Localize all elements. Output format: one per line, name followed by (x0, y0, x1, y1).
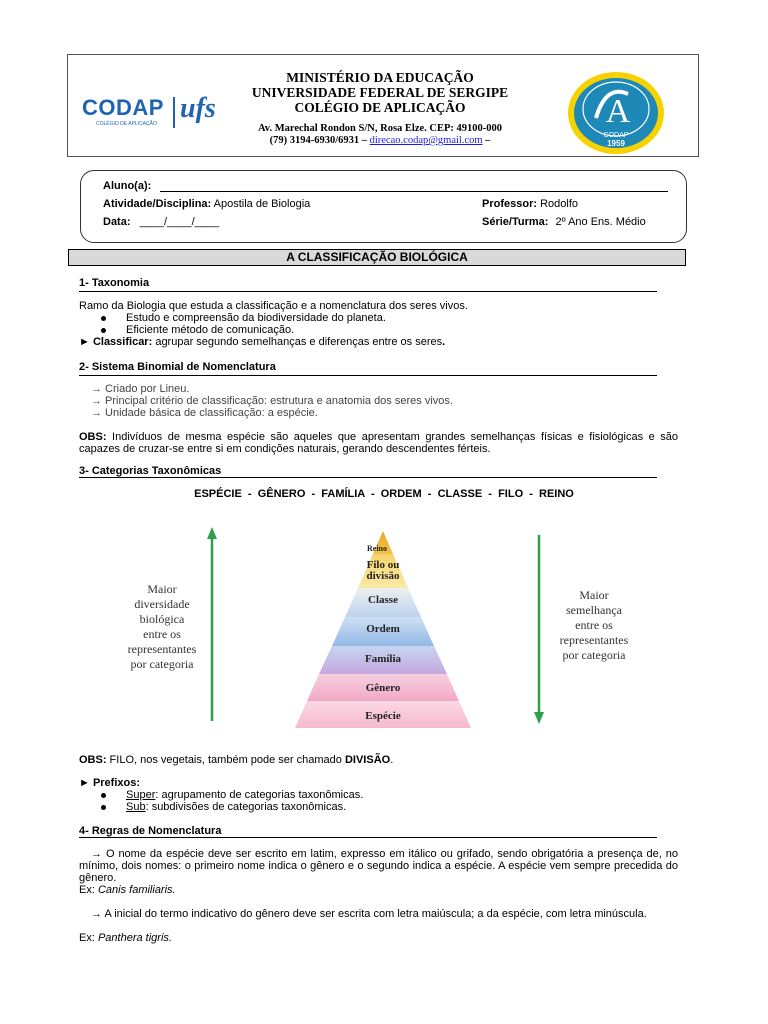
bullet-dot (101, 805, 106, 810)
taxonomic-sequence: ESPÉCIE - GÊNERO - FAMÍLIA - ORDEM - CLASSE - FILO - REINO (194, 488, 574, 500)
section-2-rule (79, 375, 657, 376)
pyramid-label-reino: Reino (367, 544, 387, 553)
ufs-logo-text: ufs (180, 93, 216, 124)
right-caption-line: entre os (575, 618, 613, 632)
prefixes-heading (79, 777, 140, 789)
left-caption-line: por categoria (130, 657, 194, 671)
left-caption-line: biológica (139, 612, 185, 626)
logo-divider (173, 97, 175, 128)
example-species: Panthera tigris. (97, 932, 172, 944)
bullet-text: Eficiente método de comunicação. (126, 324, 295, 336)
date-label: Data: (103, 216, 131, 228)
obs-label: OBS: (79, 754, 107, 766)
right-caption-line: representantes (559, 633, 629, 647)
class-value: 2º Ano Ens. Médio (555, 216, 646, 228)
obs-end: . (390, 754, 394, 766)
pyramid-label-filo: Filo ou (366, 559, 400, 571)
left-caption-line: Maior (147, 582, 177, 596)
pyramid-label-especie: Espécie (365, 710, 401, 722)
sub-text: : subdivisões de categorias taxonômicas. (145, 801, 347, 813)
obs-label: OBS: (79, 431, 107, 443)
seal-letter: A (605, 93, 631, 130)
bullet-text: Estudo e compreensão da biodiversidade do planeta. (126, 312, 386, 324)
section-4-rule (79, 837, 657, 838)
section-2-obs (79, 431, 678, 455)
student-name-field[interactable] (160, 191, 668, 192)
section-2-heading: 2- Sistema Binomial de Nomenclatura (79, 361, 276, 373)
pyramid-label-genero: Gênero (365, 682, 401, 694)
pyramid-label-familia: Família (364, 653, 402, 665)
bullet-dot (101, 328, 106, 333)
rule-paragraph-1: → O nome da espécie deve ser escrito em latim, expresso em itálico ou grifado, sendo obrigatória a presença de, no mínimo, dois nomes: o primeiro nome indica o gênero e o segundo indica a espécie. A espécie vem sempre precedida do gênero. (79, 848, 678, 884)
section-1-intro: Ramo da Biologia que estuda a classificação e a nomenclatura dos seres vivos. (79, 300, 468, 312)
activity-value: Apostila de Biologia (213, 198, 311, 210)
left-caption-line: diversidade (134, 597, 190, 611)
list-item: → Unidade básica de classificação: a espécie. (91, 407, 318, 419)
sub-term: Sub (126, 801, 146, 813)
email-link[interactable]: direcao.codap@gmail.com (369, 135, 483, 146)
obs-text: Indivíduos de mesma espécie são aqueles que apresentam grandes semelhanças físicas e fisiológicas e são capazes de cruzar-se entre si em condições naturais, gerando descendentes férteis. (79, 431, 678, 455)
class-label: Série/Turma: (482, 216, 549, 228)
contact-dash: – (485, 135, 491, 146)
seal-name: CODAP (603, 132, 629, 139)
list-item (101, 789, 363, 801)
teacher-label: Professor: (482, 198, 538, 210)
bullet-dot (101, 316, 106, 321)
obs-text: FILO, nos vegetais, também pode ser chamado (106, 754, 345, 766)
list-item: → Principal critério de classificação: estrutura e anatomia dos seres vivos. (91, 395, 453, 407)
list-item: → Criado por Lineu. (91, 383, 190, 395)
classificar-end: . (442, 336, 446, 348)
school-name: COLÉGIO DE APLICAÇÃO (294, 100, 466, 115)
university-name: UNIVERSIDADE FEDERAL DE SERGIPE (251, 85, 509, 100)
list-item (101, 324, 294, 336)
right-caption-line: por categoria (562, 648, 626, 662)
list-item (101, 801, 346, 813)
right-caption (560, 588, 629, 662)
prefixes-label: ► Prefixos: (79, 777, 141, 789)
example-species: Canis familiaris. (97, 884, 176, 896)
left-caption (128, 582, 197, 671)
section-3-heading: 3- Categorias Taxonômicas (79, 465, 222, 477)
example-1 (79, 884, 176, 896)
date-row (103, 216, 219, 228)
right-caption-line: semelhança (566, 603, 622, 617)
example-label: Ex: (79, 884, 95, 896)
phone: (79) 3194-6930/6931 – (269, 135, 368, 146)
super-term: Super (126, 789, 156, 801)
teacher-row (482, 198, 578, 210)
super-text: : agrupamento de categorias taxonômicas. (155, 789, 364, 801)
classificar-text: agrupar segundo semelhanças e diferenças entre os seres (152, 336, 443, 348)
class-row (482, 216, 646, 228)
student-name-row (103, 180, 151, 192)
activity-row (103, 198, 310, 210)
section-3-obs (79, 754, 393, 766)
arrow-down-icon (534, 712, 544, 724)
pyramid-label-classe: Classe (368, 594, 398, 606)
ministry-name: MINISTÉRIO DA EDUCAÇÃO (286, 70, 474, 85)
example-2 (79, 932, 172, 944)
left-caption-line: representantes (127, 642, 197, 656)
contact-line (215, 135, 545, 147)
document-title: A CLASSIFICAÇÃO BIOLÓGICA (68, 249, 686, 266)
codap-ufs-logo (82, 95, 232, 135)
codap-seal-logo (566, 70, 666, 156)
institution-header (215, 70, 545, 147)
pyramid-label-divisao: divisão (366, 570, 400, 582)
pyramid-label-ordem: Ordem (366, 623, 400, 635)
rule-paragraph-2: → A inicial do termo indicativo do gênero deve ser escrita com letra maiúscula; a da espécie, com letra minúscula. (91, 908, 647, 920)
classificar-line (79, 336, 445, 348)
section-4-heading: 4- Regras de Nomenclatura (79, 825, 222, 837)
date-field[interactable]: ____/____/____ (139, 216, 220, 228)
arrow-up-icon (207, 527, 217, 539)
student-name-label: Aluno(a): (103, 180, 152, 192)
bullet-dot (101, 793, 106, 798)
obs-bold: DIVISÃO (344, 754, 391, 766)
list-item (101, 312, 386, 324)
example-label: Ex: (79, 932, 95, 944)
taxonomic-pyramid (118, 523, 648, 733)
activity-label: Atividade/Disciplina: (103, 198, 212, 210)
seal-year: 1959 (607, 139, 625, 148)
teacher-value: Rodolfo (540, 198, 579, 210)
section-1-rule (79, 291, 657, 292)
section-1-heading: 1- Taxonomia (79, 277, 150, 289)
codap-logo-text: CODAP (82, 95, 164, 120)
left-caption-line: entre os (143, 627, 181, 641)
codap-logo-subtitle: COLÉGIO DE APLICAÇÃO (96, 121, 157, 127)
address: Av. Marechal Rondon S/N, Rosa Elze. CEP: 49100-000 (257, 123, 503, 134)
classificar-label: ► Classificar: (79, 336, 153, 348)
section-3-rule (79, 477, 657, 478)
right-caption-line: Maior (579, 588, 609, 602)
